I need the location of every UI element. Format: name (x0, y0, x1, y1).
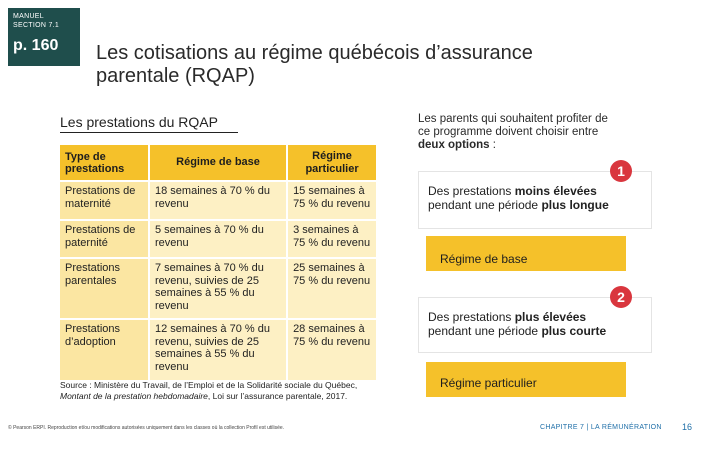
option-text: Des prestations (428, 184, 515, 198)
option-1-label-box (426, 236, 626, 271)
row-base: 7 semaines à 70 % du revenu, suivies de 25 semaines à 55 % du revenu (149, 258, 287, 319)
section-label: SECTION 7.1 (13, 22, 60, 29)
header-base: Régime de base (149, 145, 287, 181)
table-source (60, 380, 390, 402)
footer-chapter: CHAPITRE 7 | LA RÉMUNÉRATION (540, 424, 662, 431)
row-type: Prestations de maternité (60, 181, 149, 220)
row-type: Prestations de paternité (60, 220, 149, 258)
table-row (60, 220, 376, 258)
table-subtitle: Les prestations du RQAP (60, 114, 218, 130)
source-line: Source : Ministère du Travail, de l’Emploi et de la Solidarité sociale du Québec, (60, 380, 358, 390)
intro-bold: deux options (418, 139, 490, 151)
intro-text: Les parents qui souhaitent profiter de ce programme doivent choisir entre (418, 113, 608, 138)
option-1-description (428, 184, 609, 212)
table-row (60, 319, 376, 380)
row-base: 5 semaines à 70 % du revenu (149, 220, 287, 258)
table-row (60, 181, 376, 220)
option-text: pendant une période (428, 198, 542, 212)
header-particulier: Régime particulier (287, 145, 376, 181)
row-base: 18 semaines à 70 % du revenu (149, 181, 287, 220)
manual-label: MANUEL (13, 13, 44, 20)
table-row (60, 258, 376, 319)
option-2-description (428, 310, 606, 338)
source-document-title: Montant de la prestation hebdomadaire (60, 391, 208, 401)
manual-section-tag (8, 8, 80, 66)
footer-page-number: 16 (682, 422, 693, 432)
option-2-badge: 2 (610, 286, 632, 308)
row-type: Prestations d’adoption (60, 319, 149, 380)
row-type: Prestations parentales (60, 258, 149, 319)
option-text: pendant une période (428, 324, 542, 338)
row-particulier: 3 semaines à 75 % du revenu (287, 220, 376, 258)
option-emphasis: plus courte (541, 324, 607, 338)
option-2-label-box (426, 362, 626, 397)
benefits-table (60, 145, 376, 380)
options-intro (418, 113, 623, 152)
header-type: Type de prestations (60, 145, 149, 181)
subtitle-underline (60, 132, 238, 133)
option-1-badge: 1 (610, 160, 632, 182)
intro-tail: : (489, 139, 496, 151)
slide-title: Les cotisations au régime québécois d’assurance parentale (RQAP) (96, 42, 533, 87)
source-rest: , Loi sur l’assurance parentale, 2017. (207, 391, 348, 401)
option-emphasis: plus longue (541, 198, 609, 212)
option-text: Des prestations (428, 310, 515, 324)
row-particulier: 25 semaines à 75 % du revenu (287, 258, 376, 319)
option-1-label: Régime de base (440, 252, 528, 266)
page-reference: p. 160 (13, 37, 59, 54)
footer-copyright: © Pearson ERPI. Reproduction et/ou modifications autorisées uniquement dans les classes où la collection Profil est utilisée. (8, 425, 285, 431)
row-base: 12 semaines à 70 % du revenu, suivies de 25 semaines à 55 % du revenu (149, 319, 287, 380)
option-emphasis: moins élevées (514, 184, 597, 198)
row-particulier: 15 semaines à 75 % du revenu (287, 181, 376, 220)
table-header-row (60, 145, 376, 181)
option-emphasis: plus élevées (514, 310, 587, 324)
option-2-label: Régime particulier (440, 376, 537, 390)
row-particulier: 28 semaines à 75 % du revenu (287, 319, 376, 380)
